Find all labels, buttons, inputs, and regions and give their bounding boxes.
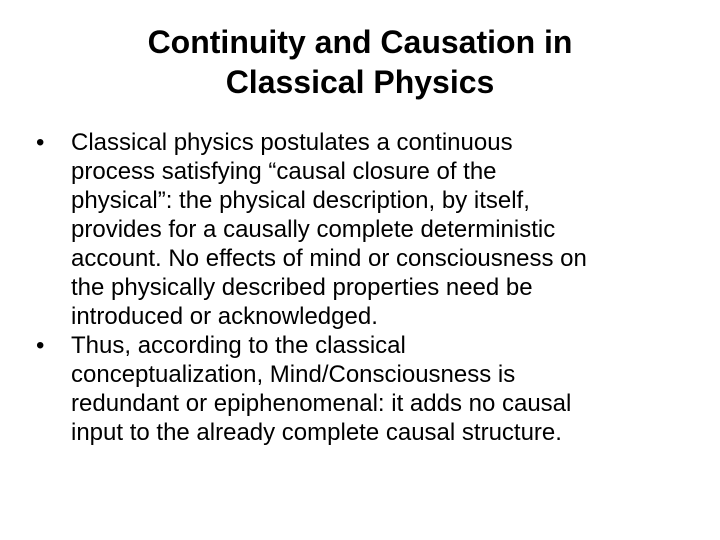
- bullet-list: [36, 128, 696, 447]
- bullet-marker: •: [36, 129, 45, 156]
- bullet-text-line: physical”: the physical description, by itself,: [71, 187, 530, 214]
- bullet-text-line: the physically described properties need be: [71, 274, 533, 301]
- slide-title: [60, 22, 660, 102]
- bullet-text-line: conceptualization, Mind/Consciousness is: [71, 361, 516, 388]
- bullet-item: [36, 128, 696, 331]
- bullet-text-line: redundant or epiphenomenal: it adds no causal: [71, 390, 572, 417]
- bullet-text-line: process satisfying “causal closure of the: [71, 158, 497, 185]
- bullet-text-line: Classical physics postulates a continuous: [71, 129, 513, 156]
- bullet-marker: •: [36, 332, 45, 359]
- title-line: Classical Physics: [225, 64, 495, 100]
- bullet-text-line: provides for a causally complete deterministic: [71, 216, 556, 243]
- bullet-text-line: introduced or acknowledged.: [71, 303, 378, 330]
- bullet-text-line: Thus, according to the classical: [71, 332, 406, 359]
- bullet-text-line: input to the already complete causal structure.: [71, 419, 562, 446]
- bullet-item: [36, 331, 696, 447]
- title-line: Continuity and Causation in: [147, 24, 573, 60]
- bullet-text-line: account. No effects of mind or consciousness on: [71, 245, 587, 272]
